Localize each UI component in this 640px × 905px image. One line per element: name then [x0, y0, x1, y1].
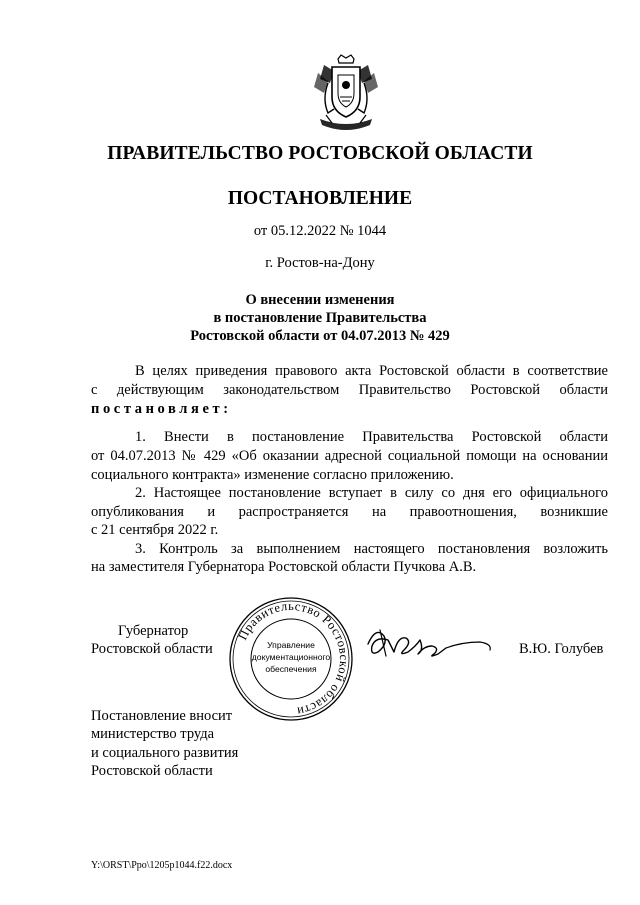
submission-note-line-2: министерство труда	[91, 726, 215, 742]
item-2-line-2: опубликования и распространяется на правоотношения, возникшие	[91, 504, 608, 520]
signatory-position-line-1: Губернатор	[118, 623, 189, 639]
signatory-position-line-2: Ростовской области	[91, 641, 213, 657]
subject-line-3: Ростовской области от 04.07.2013 № 429	[190, 328, 450, 344]
seal-inner-line-2: документационного	[251, 652, 331, 662]
item-2-line-1: 2. Настоящее постановление вступает в силу со дня его официального	[135, 485, 608, 501]
subject-line-2: в постановление Правительства	[213, 310, 427, 326]
seal-inner-line-3: обеспечения	[265, 664, 317, 674]
item-1-line-1: 1. Внести в постановление Правительства Ростовской области	[135, 429, 608, 445]
subject-line-1: О внесении изменения	[245, 292, 395, 308]
seal-inner-line-1: Управление	[267, 640, 315, 650]
government-title: ПРАВИТЕЛЬСТВО РОСТОВСКОЙ ОБЛАСТИ	[107, 143, 533, 164]
item-1-line-2: от 04.07.2013 № 429 «Об оказании адресной социальной помощи на основании	[91, 448, 608, 464]
signatory-name: В.Ю. Голубев	[519, 641, 604, 657]
document-date-number: от 05.12.2022 № 1044	[253, 223, 387, 239]
submission-note-line-1: Постановление вносит	[91, 708, 233, 724]
preamble-decree-word: постановляет:	[91, 401, 232, 417]
preamble-line-2: с действующим законодательством Правительство Ростовской области	[91, 382, 608, 398]
document-city: г. Ростов-на-Дону	[265, 255, 375, 271]
item-3-line-1: 3. Контроль за выполнением настоящего постановления возложить	[135, 541, 608, 557]
item-2-line-3: с 21 сентября 2022 г.	[91, 522, 219, 538]
handwritten-signature	[362, 622, 494, 668]
item-1-line-3: социального контракта» изменение согласно приложению.	[91, 467, 454, 483]
submission-note-line-3: и социального развития	[91, 745, 239, 761]
document-type-heading: ПОСТАНОВЛЕНИЕ	[227, 188, 413, 209]
preamble-line-1: В целях приведения правового акта Ростовской области в соответствие	[135, 363, 608, 379]
seal-ring-text: Правительство Ростовской области	[235, 598, 352, 719]
official-seal-stamp	[228, 596, 354, 722]
item-3-line-2: на заместителя Губернатора Ростовской области Пучкова А.В.	[91, 559, 477, 575]
file-path-footer: Y:\ORST\Ppo\1205p1044.f22.docx	[91, 860, 233, 871]
submission-note-line-4: Ростовской области	[91, 763, 213, 779]
coat-of-arms-emblem	[310, 53, 382, 135]
